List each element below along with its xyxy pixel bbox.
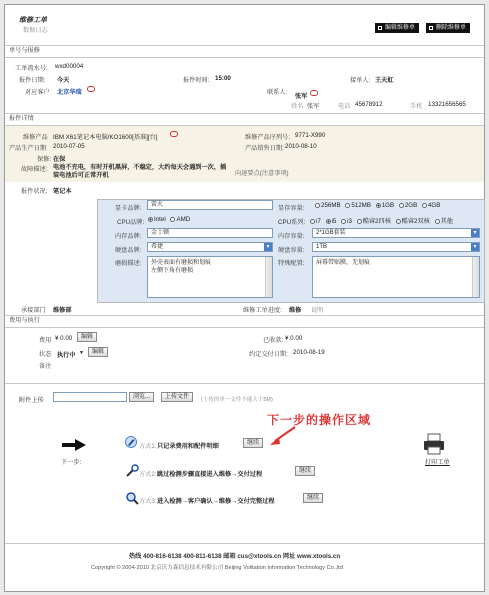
cpu-amd-label: AMD	[176, 216, 191, 223]
cpu-amd-radio[interactable]	[170, 217, 175, 222]
product-label: 维修产品	[23, 134, 48, 141]
vram-1g-radio[interactable]	[376, 203, 381, 208]
page-subtitle: 数据日志	[23, 27, 48, 34]
contact-phone: 45678912	[355, 101, 383, 108]
prod-date-label: 产品生产日期	[9, 145, 47, 152]
vram-label: 显存容量:	[278, 205, 305, 212]
ram-size-select[interactable]: 2*1GB套装 ▾	[312, 228, 480, 238]
dept-label: 承接部门	[21, 307, 46, 314]
state-edit-button[interactable]: 编辑	[88, 347, 108, 357]
vram-512-label: 512MB	[351, 202, 371, 209]
cpu-dual-label: 酷睿2双核	[401, 218, 430, 225]
cpu-quad-label: 酷睿2四核	[362, 218, 391, 225]
disk-brand-label: 硬盘品牌:	[115, 247, 142, 254]
progress-help-link[interactable]: 说明	[311, 307, 324, 314]
edit-order-button[interactable]: 编辑维修单	[375, 23, 419, 33]
customer-label: 对应客户	[25, 89, 50, 96]
report-date: 今天	[57, 77, 70, 84]
contact-mobile: 13321656565	[428, 101, 466, 108]
ram-brand-label: 内存品牌:	[115, 233, 142, 240]
next-step-label: 下一步:	[61, 459, 82, 466]
method1-label: 方式1:	[139, 443, 157, 450]
section-detail: 报件详情	[5, 114, 484, 124]
damage-label: 磨损描述:	[115, 260, 142, 267]
serial-label: 维修产品序列号:	[245, 134, 291, 141]
cpu-other-radio[interactable]	[435, 219, 440, 224]
cpu-i7-radio[interactable]	[310, 219, 315, 224]
fault-notes-link[interactable]: 向速要点(注意事项)	[235, 170, 289, 177]
ram-brand-input[interactable]: 金士顿	[147, 228, 273, 238]
order-no-label: 工单流水号:	[15, 65, 48, 72]
phone-label: 电话	[338, 103, 351, 110]
contact-link[interactable]: 张军	[295, 93, 308, 100]
disk-size-label: 硬盘容量:	[278, 247, 305, 254]
report-date-label: 报件日期:	[19, 77, 46, 84]
cpu-series-options[interactable]	[307, 216, 453, 225]
method2-continue-button[interactable]: 继续	[295, 466, 315, 476]
cpu-intel-radio[interactable]	[148, 217, 153, 222]
paid-label: 已收款:	[263, 337, 284, 344]
delete-order-button[interactable]: 删除维修单	[426, 23, 470, 33]
browse-button[interactable]: 浏览...	[129, 392, 154, 402]
disk-size-select[interactable]: 1TB ▾	[312, 242, 480, 252]
cpu-intel-label: Intel	[154, 216, 166, 223]
vram-256-radio[interactable]	[315, 203, 320, 208]
product: IBM X61笔记本电脑/KO1600[基准][台]	[53, 134, 158, 141]
contact-label: 联系人:	[267, 89, 288, 96]
prod-date: 2010-07-05	[53, 143, 85, 150]
next-arrow-icon	[61, 439, 87, 451]
cpu-i5-radio[interactable]	[326, 219, 331, 224]
special-config-textarea[interactable]: 屏幕带贴膜，无划痕	[312, 256, 480, 298]
product-card-icon[interactable]	[170, 131, 178, 137]
cpu-i3-radio[interactable]	[341, 219, 346, 224]
fee-amount: ¥ 0.00	[55, 335, 73, 342]
cpu-other-label: 其他	[440, 218, 453, 225]
vram-options[interactable]	[312, 202, 440, 209]
fault-description: 电池不充电，有时开机黑屏，不稳定，大约每天会遇到一次，插装电池后可正常开机	[53, 164, 227, 179]
receiver-label: 接单人:	[350, 77, 371, 84]
dept: 维修部	[53, 307, 72, 314]
method2-label: 方式2:	[139, 471, 157, 478]
cpu-i7-label: i7	[316, 218, 321, 225]
vram-1g-label: 1GB	[381, 202, 395, 209]
fault-label: 故障描述:	[21, 166, 48, 173]
method1-continue-button[interactable]: 继续	[243, 438, 263, 448]
fee-edit-button[interactable]: 编辑	[77, 332, 97, 342]
paid-amount: ¥ 0.00	[285, 335, 303, 342]
warranty-label: 保修:	[37, 156, 52, 163]
status: 笔记本	[53, 188, 72, 195]
cpu-brand-label: CPU品牌:	[117, 219, 145, 226]
magnifier-icon	[125, 491, 139, 505]
special-config-label: 特殊配置:	[278, 260, 305, 267]
deliver-date: 2010-08-19	[293, 349, 325, 356]
fee-label: 费用	[39, 337, 52, 344]
order-no: wxd00004	[55, 63, 84, 70]
upload-hint: (上传的单一文件不能大于5M)	[201, 397, 273, 403]
method1-text: 只记录费用和配件明细	[157, 443, 219, 450]
footer-copyright: Copyright © 2004-2010 北京沃力森信息技术有限公司 Beijing Volitation Information Technology Co.,ltd	[91, 565, 343, 571]
deliver-date-label: 约定交付日期:	[249, 351, 288, 358]
vram-512-radio[interactable]	[345, 203, 350, 208]
cpu-i5-label: i5	[331, 218, 337, 225]
cpu-i3-label: i3	[347, 218, 352, 225]
red-arrow-icon	[267, 425, 297, 447]
vram-256-label: 256MB	[321, 202, 341, 209]
warranty: 在保	[53, 156, 66, 163]
cpu-dual-radio[interactable]	[396, 219, 401, 224]
method3-text: 进入检测→客户确认→维修→交付完整过程	[157, 498, 275, 505]
method3-continue-button[interactable]: 继续	[303, 493, 323, 503]
progress: 维修	[289, 307, 302, 314]
method2-text: 跳过检测步骤直接进入维修→交付过程	[157, 471, 263, 478]
upload-label: 附件上传	[19, 397, 44, 404]
serial: 9771-X990	[295, 132, 326, 139]
upload-file-input[interactable]	[53, 392, 127, 402]
page-frame	[4, 4, 485, 592]
receiver: 王天虹	[375, 77, 394, 84]
state-label: 状态	[39, 351, 52, 358]
note-label: 备注	[39, 363, 52, 370]
report-time: 15:00	[215, 75, 231, 82]
customer-card-icon[interactable]	[87, 86, 95, 92]
contact-name: 张军	[307, 103, 320, 110]
vram-2g-radio[interactable]	[399, 203, 404, 208]
customer-link[interactable]: 北京华瑞	[57, 89, 82, 96]
print-order-link[interactable]: 打印工单	[425, 459, 450, 466]
wrench-icon	[125, 464, 139, 478]
cpu-quad-radio[interactable]	[357, 219, 362, 224]
screen-brand-label: 显卡品牌:	[115, 205, 142, 212]
footer-contact: 热线 400-816-6138 400-811-6138 邮箱 cus@xtools.cn 网址 www.xtools.cn	[129, 553, 341, 560]
state-dropdown-icon[interactable]: ▼	[79, 350, 84, 356]
vram-2g-label: 2GB	[404, 202, 418, 209]
progress-label: 维修工单进度:	[243, 307, 282, 314]
name-label: 姓名	[291, 103, 304, 110]
status-label: 报件状况:	[21, 188, 48, 195]
contact-card-icon[interactable]	[310, 90, 318, 96]
page-title: 维修工单	[19, 17, 47, 24]
method3-label: 方式3:	[139, 498, 157, 505]
cpu-series-label: CPU系列:	[278, 219, 306, 226]
vram-4g-label: 4GB	[427, 202, 441, 209]
section-fee: 费用与执行	[5, 316, 484, 326]
sale-date-label: 产品销售日期:	[245, 145, 284, 152]
report-time-label: 报件时间:	[183, 77, 210, 84]
disk-brand-select[interactable]: 希捷 ▾	[147, 242, 273, 252]
printer-icon[interactable]	[423, 433, 445, 455]
upload-button[interactable]: 上传文件	[161, 392, 193, 402]
sale-date: 2010-08-10	[285, 143, 317, 150]
section-order: 单号与报修	[5, 46, 484, 56]
state-value: 执行中	[57, 352, 76, 359]
screen-brand-input[interactable]: 雷火	[147, 200, 273, 210]
next-step-title: 下一步的操作区域	[267, 413, 372, 427]
mobile-label: 手机	[410, 103, 423, 110]
ram-size-label: 内存容量:	[278, 233, 305, 240]
pen-icon	[125, 436, 137, 448]
vram-4g-radio[interactable]	[422, 203, 427, 208]
cpu-brand-options[interactable]	[145, 216, 190, 223]
damage-textarea[interactable]: 外壳表面有磨损和划痕 左侧下角有磨损	[147, 256, 273, 298]
